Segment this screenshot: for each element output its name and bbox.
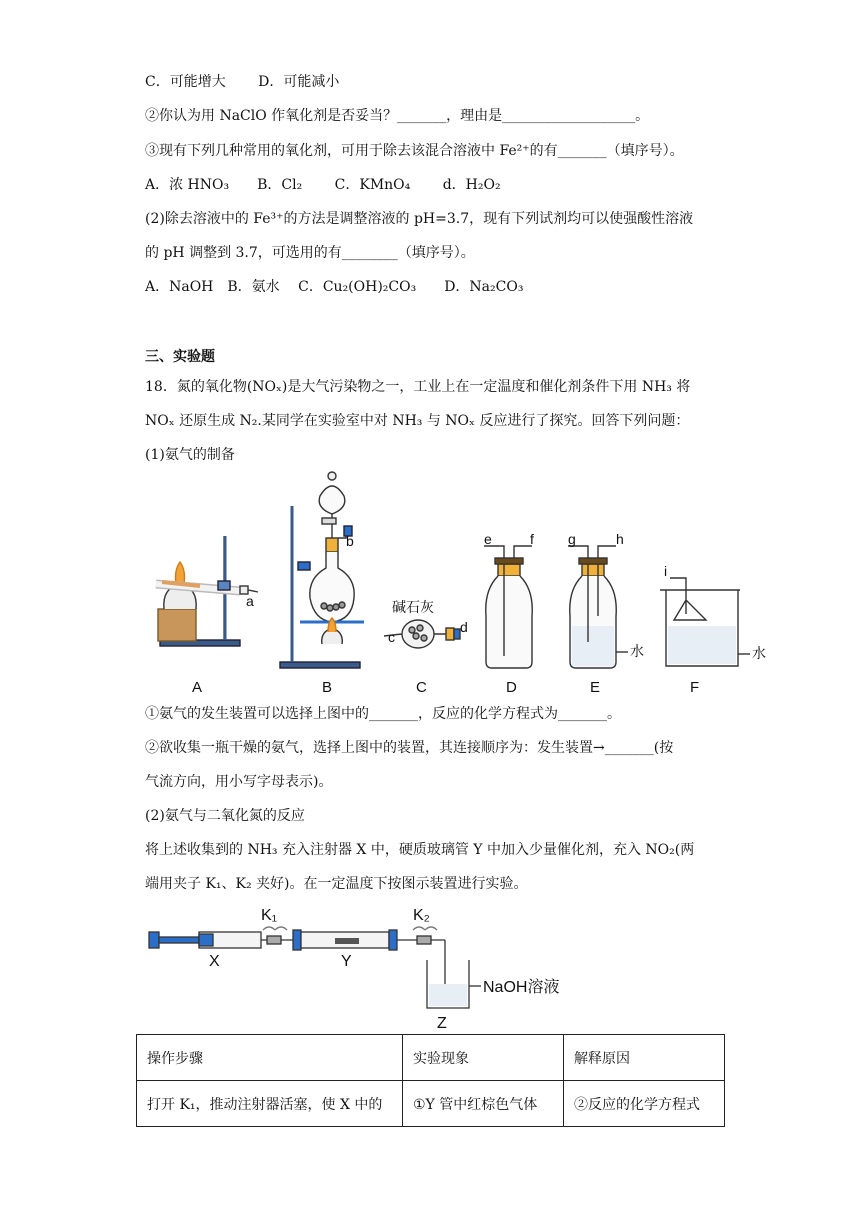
apparatus-figure	[140, 466, 766, 696]
header-cell: 操作步骤	[137, 1035, 403, 1081]
water-label-e: 水	[630, 643, 644, 659]
k1-label: K₁	[261, 907, 278, 924]
port-h: h	[616, 531, 624, 547]
q18-setup-line-2: 端用夹子 K₁、K₂ 夹好)。在一定温度下按图示装置进行实验。	[145, 876, 528, 892]
q18-sub-2b: 气流方向，用小写字母表示)。	[145, 774, 333, 790]
port-a: a	[246, 593, 254, 609]
beaker-z-label: Z	[437, 1015, 447, 1032]
label-a: A	[192, 679, 203, 696]
tube-y-label: Y	[341, 953, 352, 970]
port-i: i	[664, 563, 668, 579]
reaction-figure	[145, 902, 575, 1032]
reagent-options-line: A．NaOH B．氨水 C．Cu₂(OH)₂CO₃ D．Na₂CO₃	[145, 279, 524, 295]
experiment-table	[136, 1034, 725, 1127]
header-cell: 解释原因	[564, 1035, 725, 1081]
soda-lime-label: 碱石灰	[392, 599, 434, 615]
question-naclo-line: ②你认为用 NaClO 作氧化剂是否妥当？_______，理由是___________________。	[145, 108, 650, 124]
port-f: f	[530, 531, 534, 547]
table-cell: ①Y 管中红棕色气体	[403, 1081, 564, 1127]
syringe-x-label: X	[209, 953, 220, 970]
table-cell: 打开 K₁，推动注射器活塞，使 X 中的	[137, 1081, 403, 1127]
question-ph-line-2: 的 pH 调整到 3.7，可选用的有________（填序号）。	[145, 245, 475, 261]
label-e: E	[590, 679, 601, 696]
label-f: F	[690, 679, 700, 696]
q18-sub-2a: ②欲收集一瓶干燥的氨气，选择上图中的装置，其连接顺序为：发生装置→_______(按	[145, 740, 674, 756]
label-d: D	[506, 679, 517, 696]
port-g: g	[568, 531, 576, 547]
q18-setup-line-1: 将上述收集到的 NH₃ 充入注射器 X 中，硬质玻璃管 Y 中加入少量催化剂，充入 NO₂(两	[145, 842, 695, 858]
label-c: C	[416, 679, 427, 696]
q18-subheading-1: (1)氨气的制备	[145, 447, 235, 463]
question-oxidant-line: ③现有下列几种常用的氧化剂，可用于除去该混合溶液中 Fe²⁺的有_______（填序号）。	[145, 143, 684, 159]
q18-line-2: NOₓ 还原生成 N₂.某同学在实验室中对 NH₃ 与 NOₓ 反应进行了探究。回答下列问题：	[145, 413, 690, 429]
section-heading: 三、实验题	[145, 349, 215, 365]
water-label-f: 水	[752, 645, 766, 661]
q18-line-1: 18．氮的氧化物(NOₓ)是大气污染物之一，工业上在一定温度和催化剂条件下用 NH₃ 将	[145, 379, 691, 395]
q18-subheading-2: (2)氨气与二氧化氮的反应	[145, 808, 305, 824]
table-cell: ②反应的化学方程式	[564, 1081, 725, 1127]
q18-sub-1: ①氨气的发生装置可以选择上图中的_______，反应的化学方程式为_______。	[145, 706, 621, 722]
option-line-c-d: C．可能增大 D．可能减小	[145, 74, 340, 90]
table-row	[137, 1081, 725, 1127]
port-b: b	[346, 533, 354, 549]
port-e: e	[484, 531, 492, 547]
port-d: d	[460, 619, 468, 635]
table-header-row	[137, 1035, 725, 1081]
header-cell: 实验现象	[403, 1035, 564, 1081]
port-c: c	[388, 629, 395, 645]
oxidant-options-line: A．浓 HNO₃ B．Cl₂ C．KMnO₄ d．H₂O₂	[145, 177, 501, 193]
k2-label: K₂	[413, 907, 430, 924]
label-b: B	[322, 679, 333, 696]
naoh-label: NaOH溶液	[483, 979, 560, 996]
question-ph-line-1: (2)除去溶液中的 Fe³⁺的方法是调整溶液的 pH=3.7，现有下列试剂均可以使强酸性溶液	[145, 211, 694, 227]
